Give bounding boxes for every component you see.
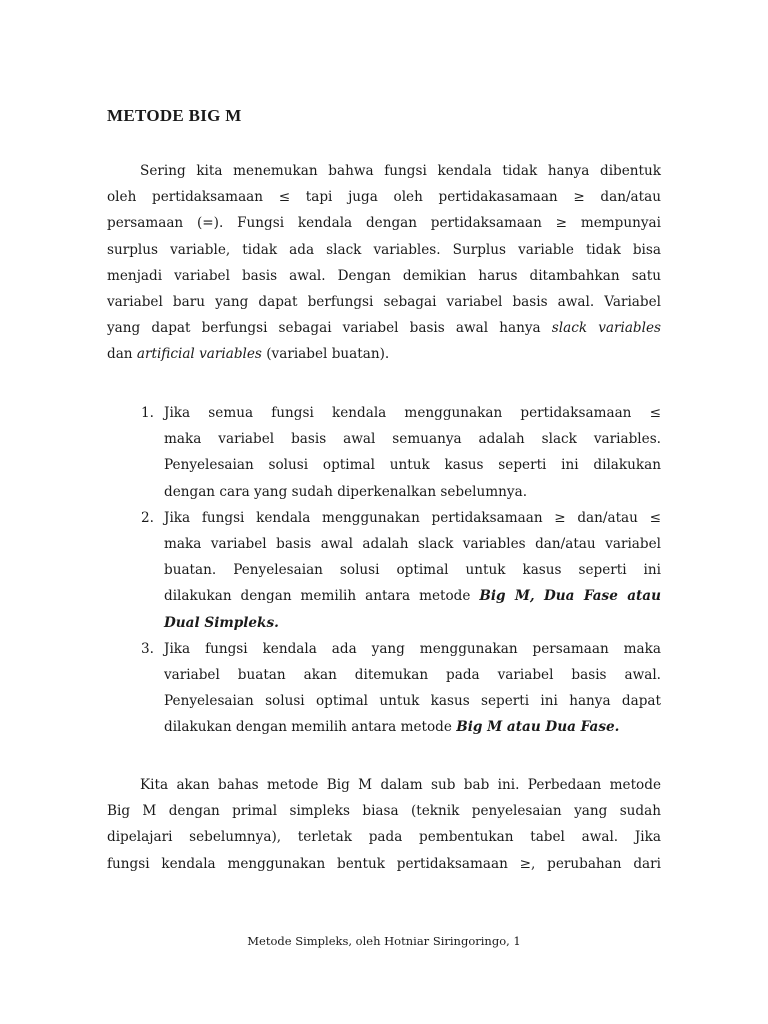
list-line <box>164 714 661 740</box>
page-footer: Metode Simpleks, oleh Hotniar Siringoringo, 1 <box>247 934 521 948</box>
list-line: maka variabel basis awal semuanya adalah slack variables. <box>164 431 661 448</box>
italic-term: slack variables <box>551 320 662 337</box>
list-line: Penyelesaian solusi optimal untuk kasus seperti ini dilakukan <box>164 457 661 474</box>
list-line: dengan cara yang sudah diperkenalkan sebelumnya. <box>164 483 528 500</box>
intro-paragraph <box>107 158 661 368</box>
paragraph-line: variabel baru yang dapat berfungsi sebagai variabel basis awal. Variabel <box>107 294 661 311</box>
paragraph-line: fungsi kendala menggunakan bentuk pertidaksamaan ≥, perubahan dari <box>107 855 661 872</box>
list-item <box>141 400 661 505</box>
list-number: 1. <box>141 405 154 421</box>
paragraph-line: dipelajari sebelumnya), terletak pada pembentukan tabel awal. Jika <box>107 829 661 846</box>
paragraph-line: Kita akan bahas metode Big M dalam sub bab ini. Perbedaan metode <box>140 777 661 793</box>
list-line: Jika fungsi kendala menggunakan pertidaksamaan ≥ dan/atau ≤ <box>164 509 661 526</box>
list-line <box>164 583 661 609</box>
list-line: Penyelesaian solusi optimal untuk kasus seperti ini hanya dapat <box>164 693 661 710</box>
paragraph-line: Big M dengan primal simpleks biasa (teknik penyelesaian yang sudah <box>107 803 661 820</box>
paragraph-line: oleh pertidaksamaan ≤ tapi juga oleh pertidakasamaan ≥ dan/atau <box>107 189 661 206</box>
bold-italic-term: Big M atau Dua Fase. <box>456 719 620 736</box>
paragraph-text: (variabel buatan). <box>261 346 390 363</box>
bold-italic-term: Big M, Dua Fase atau <box>479 588 661 605</box>
list-text: dilakukan dengan memilih antara metode <box>164 588 480 605</box>
paragraph-text: yang dapat berfungsi sebagai variabel basis awal hanya <box>107 320 552 337</box>
list-line: maka variabel basis awal adalah slack variables dan/atau variabel <box>164 536 661 553</box>
paragraph-text: dan <box>107 346 137 363</box>
italic-term: artificial variables <box>136 346 262 363</box>
list-line: Jika fungsi kendala ada yang menggunakan persamaan maka <box>164 640 661 657</box>
list-item <box>141 636 661 741</box>
paragraph-line <box>107 315 661 341</box>
paragraph-line: persamaan (=). Fungsi kendala dengan pertidaksamaan ≥ mempunyai <box>107 215 661 232</box>
list-line: Jika semua fungsi kendala menggunakan pertidaksamaan ≤ <box>164 405 661 421</box>
page-title: METODE BIG M <box>107 106 242 125</box>
list-text: dilakukan dengan memilih antara metode <box>164 719 457 736</box>
paragraph-line <box>107 341 661 367</box>
list-number: 3. <box>141 640 154 657</box>
list-line: variabel buatan akan ditemukan pada variabel basis awal. <box>164 667 661 684</box>
numbered-list <box>141 400 661 741</box>
list-item <box>141 505 661 636</box>
body-paragraph <box>107 772 661 877</box>
list-line: buatan. Penyelesaian solusi optimal untuk kasus seperti ini <box>164 562 661 579</box>
bold-italic-term: Dual Simpleks. <box>164 614 279 631</box>
list-number: 2. <box>141 509 154 526</box>
paragraph-line: surplus variable, tidak ada slack variables. Surplus variable tidak bisa <box>107 241 661 258</box>
paragraph-line: menjadi variabel basis awal. Dengan demikian harus ditambahkan satu <box>107 267 661 284</box>
paragraph-line: Sering kita menemukan bahwa fungsi kendala tidak hanya dibentuk <box>140 163 661 179</box>
